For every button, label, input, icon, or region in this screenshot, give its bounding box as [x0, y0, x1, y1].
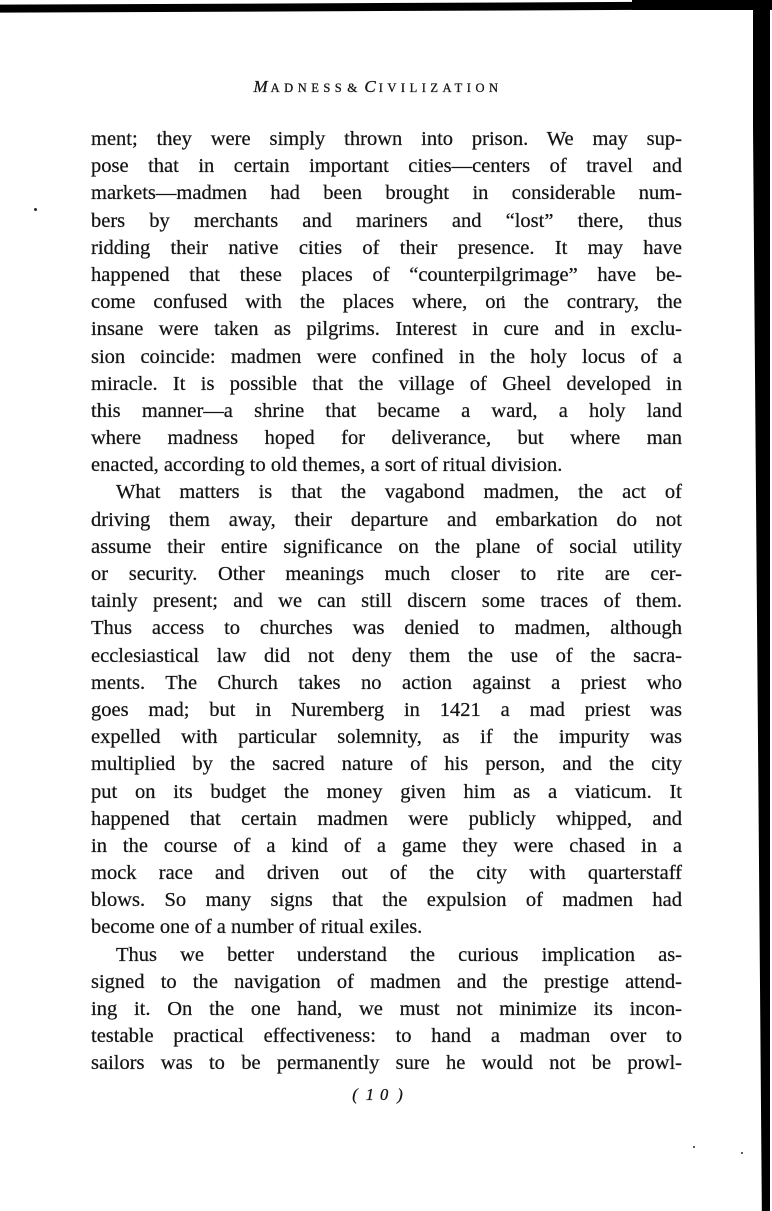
running-header: [0, 77, 756, 97]
page-number-open-paren: (: [352, 1085, 363, 1104]
text-line: miracle. It is possible that the village of Gheel developed in: [91, 372, 682, 395]
text-line: What matters is that the vagabond madmen, the act of: [116, 481, 682, 504]
text-line: insane were taken as pilgrims. Interest in cure and in exclu-: [91, 318, 682, 341]
text-line: enacted, according to old themes, a sort of ritual division.: [91, 454, 563, 477]
page-number-value: 10: [365, 1085, 395, 1104]
text-line: sion coincide: madmen were confined in the holy locus of a: [91, 345, 682, 368]
text-line: happened that these places of “counterpilgrimage” have be-: [91, 263, 682, 286]
text-line: Thus access to churches was denied to madmen, although: [91, 617, 682, 640]
text-line: ing it. On the one hand, we must not minimize its incon-: [91, 998, 682, 1020]
scan-speck: [741, 1152, 743, 1154]
header-word2-initial: C: [364, 77, 379, 96]
text-line: ridding their native cities of their presence. It may have: [91, 236, 682, 259]
text-line: blows. So many signs that the expulsion of madmen had: [91, 889, 682, 912]
scan-border-top-left: [0, 6, 132, 12]
page-number: [0, 1085, 760, 1105]
text-line: happened that certain madmen were publicly whipped, and: [91, 807, 682, 830]
header-word2-rest: IVILIZATION: [378, 81, 503, 95]
text-line: testable practical effectiveness: to hand a madman over to: [91, 1025, 682, 1048]
text-line: sailors was to be permanently sure he would not be prowl-: [91, 1052, 682, 1075]
text-line: driving them away, their departure and embarkation do not: [91, 508, 682, 531]
scan-speck: [693, 1146, 695, 1148]
text-line: mock race and driven out of the city with quarterstaff: [91, 862, 682, 885]
text-line: goes mad; but in Nuremberg in 1421 a mad priest was: [91, 698, 682, 721]
text-line: put on its budget the money given him as a viaticum. It: [91, 780, 682, 803]
text-line: come confused with the places where, on the contrary, the: [91, 291, 682, 314]
text-line: expelled with particular solemnity, as if the impurity was: [91, 726, 682, 749]
page-number-close-paren: ): [397, 1085, 408, 1104]
text-line: in the course of a kind of a game they were chased in a: [91, 834, 682, 857]
text-line: tainly present; and we can still discern some traces of them.: [91, 590, 682, 613]
scan-border-top-right: [632, 0, 772, 10]
page-body: [91, 126, 682, 1078]
text-line: signed to the navigation of madmen and the prestige attend-: [91, 970, 682, 993]
header-word1-initial: M: [253, 77, 271, 96]
text-line: or security. Other meanings much closer to rite are cer-: [91, 563, 682, 585]
text-line: this manner—a shrine that became a ward, a holy land: [91, 399, 682, 422]
header-ampersand: &: [347, 80, 358, 95]
text-line: multiplied by the sacred nature of his person, and the city: [91, 753, 682, 776]
text-line: Thus we better understand the curious implication as-: [116, 943, 682, 966]
text-line: ecclesiastical law did not deny them the use of the sacra-: [91, 644, 682, 667]
header-word1-rest: ADNESS: [270, 81, 347, 95]
text-line: markets—madmen had been brought in considerable num-: [91, 182, 682, 205]
text-line: become one of a number of ritual exiles.: [91, 916, 423, 939]
text-line: ments. The Church takes no action against a priest who: [91, 671, 682, 694]
scan-speck: [34, 208, 37, 211]
text-line: assume their entire significance on the plane of social utility: [91, 535, 682, 558]
text-line: where madness hoped for deliverance, but where man: [91, 427, 682, 450]
text-line: ment; they were simply thrown into prison. We may sup-: [91, 128, 682, 150]
text-line: bers by merchants and mariners and “lost” there, thus: [91, 209, 682, 232]
scan-border-right: [753, 6, 770, 1211]
text-line: pose that in certain important cities—centers of travel and: [91, 155, 682, 178]
